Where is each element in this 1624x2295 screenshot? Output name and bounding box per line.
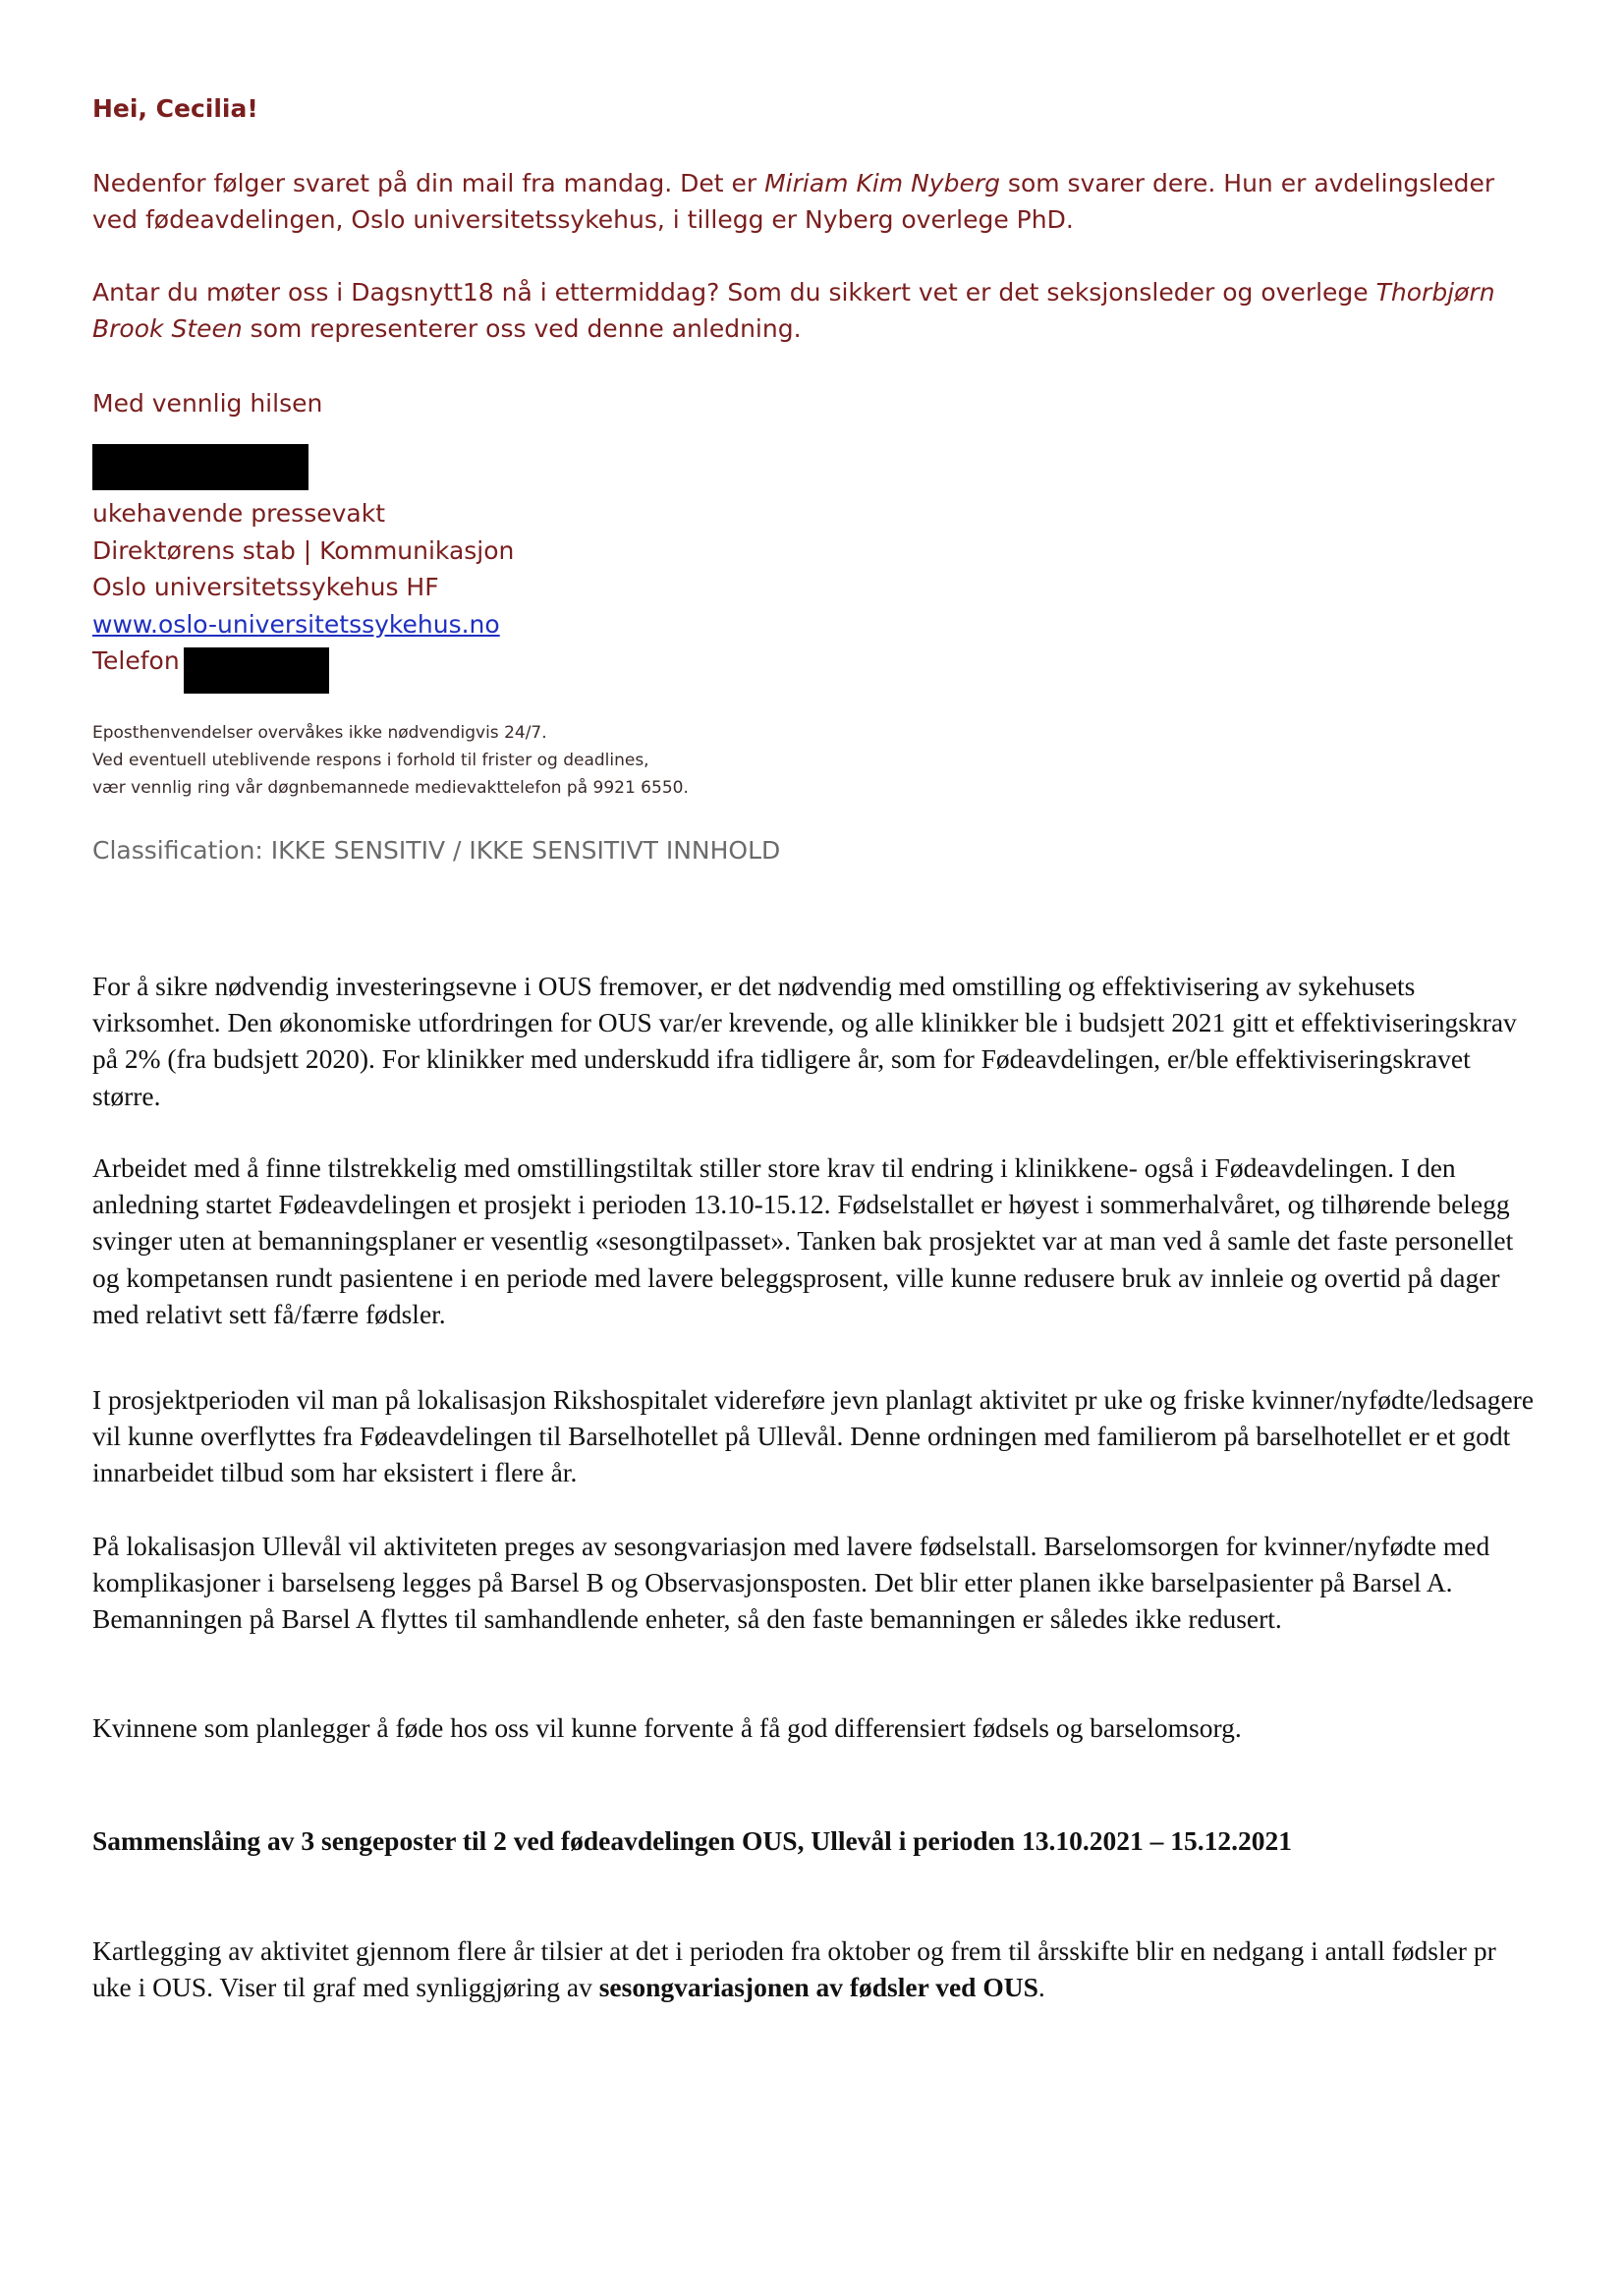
signature-role: ukehavende pressevakt [92,499,385,528]
note-line: vær vennlig ring vår døgnbemannede medievakttelefon på 9921 6550. [92,778,689,798]
note-line: Eposthenvendelser overvåkes ikke nødvendigvis 24/7. [92,723,547,743]
memo-paragraph-5: Kvinnene som planlegger å føde hos oss vil kunne forvente å få god differensiert fødsels og barselomsorg. [92,1712,1242,1743]
classification-label: Classification: IKKE SENSITIV / IKKE SENSITIVT INNHOLD [92,836,781,865]
memo-paragraph-4: På lokalisasjon Ullevål vil aktiviteten preges av sesongvariasjon med lavere fødselstall. Barselomsorgen for kvinner/nyfødte med komplikasjoner i barselseng legges på Barsel B og Observasjonsposten. Det blir etter planen ikke barselpasienter på Barsel A. Bemanningen på Barsel A flyttes til samhandlende enheter, så den faste bemanningen er således ikke redusert. [92,1531,1490,1635]
memo-paragraph-6 [92,1932,1537,2005]
website-link[interactable]: www.oslo-universitetssykehus.no [92,609,500,639]
memo-paragraph-2: Arbeidet med å finne tilstrekkelig med omstillingstiltak stiller store krav til endring i klinikkene- også i Fødeavdelingen. I den anledning startet Fødeavdelingen et prosjekt i perioden 13.10-15.12. Fødselstallet er høyest i sommerhalvåret, og tilhørende belegg svinger uten at bemanningsplaner er vesentlig «sesongtilpasset». Tanken bak prosjektet var at man ved å samle det faste personellet og kompetansen rundt pasientene i en periode med lavere beleggsprosent, ville kunne redusere bruk av innleie og overtid på dager med relativt sett få/færre fødsler. [92,1152,1514,1329]
ask-name: Thorbjørn Brook Steen [92,278,1495,343]
email-footer-note [92,719,689,802]
email-ask-paragraph [92,274,1546,347]
signature-dept: Direktørens stab | Kommunikasjon [92,535,515,565]
p6-bold-text: sesongvariasjonen av fødsler ved OUS [598,1972,1038,2003]
note-line: Ved eventuell uteblivende respons i forhold til frister og deadlines, [92,751,649,770]
email-greeting: Hei, Cecilia! [92,94,258,123]
memo-paragraph-1: For å sikre nødvendig investeringsevne i OUS fremover, er det nødvendig med omstilling og effektivisering av sykehusets virksomhet. Den økonomiske utfordringen for OUS var/er krevende, og alle klinikker ble i budsjett 2021 gitt et effektiviseringskrav på 2% (fra budsjett 2020). For klinikker med underskudd ifra tidligere år, som for Fødeavdelingen, er/ble effektiviseringskravet større. [92,971,1517,1111]
memo-paragraph-3: I prosjektperioden vil man på lokalisasjon Rikshospitalet videreføre jevn planlagt aktivitet pr uke og friske kvinner/nyfødte/ledsagere vil kunne overflyttes fra Fødeavdelingen til Barselhotellet på Ullevål. Denne ordningen med familierom på barselhotellet er et godt innarbeidet tilbud som har eksistert i flere år. [92,1384,1535,1488]
phone-label: Telefon [92,646,180,675]
intro-text-2: som svarer dere. Hun er avdelingsleder ved fødeavdelingen, Oslo universitetssykehus, i tillegg er Nyberg overlege PhD. [92,169,1495,234]
email-section [92,90,1546,865]
intro-name: Miriam Kim Nyberg [764,169,1000,197]
memo-heading: Sammenslåing av 3 sengeposter til 2 ved fødeavdelingen OUS, Ullevål i perioden 13.10.2021 – 15.12.2021 [92,1825,1292,1856]
redacted-name-block [92,444,308,490]
p6-text-2: . [1037,1972,1045,2003]
ask-text-1: Antar du møter oss i Dagsnytt18 nå i ettermiddag? Som du sikkert vet er det seksjonsleder og overlege [92,278,1376,307]
signature-org: Oslo universitetssykehus HF [92,573,439,601]
redacted-phone-block [184,647,329,694]
p6-text-1: Kartlegging av aktivitet gjennom flere år tilsier at det i perioden fra oktober og frem til årsskifte blir en nedgang i antall fødsler pr uke i OUS. Viser til graf med synliggjøring av [92,1935,1496,2003]
email-signature [92,495,514,680]
email-regards: Med vennlig hilsen [92,389,323,418]
email-intro-paragraph [92,165,1546,238]
ask-text-2: som representerer oss ved denne anledning. [242,314,802,343]
signature-phone-row [92,643,514,680]
intro-text-1: Nedenfor følger svaret på din mail fra mandag. Det er [92,169,765,197]
